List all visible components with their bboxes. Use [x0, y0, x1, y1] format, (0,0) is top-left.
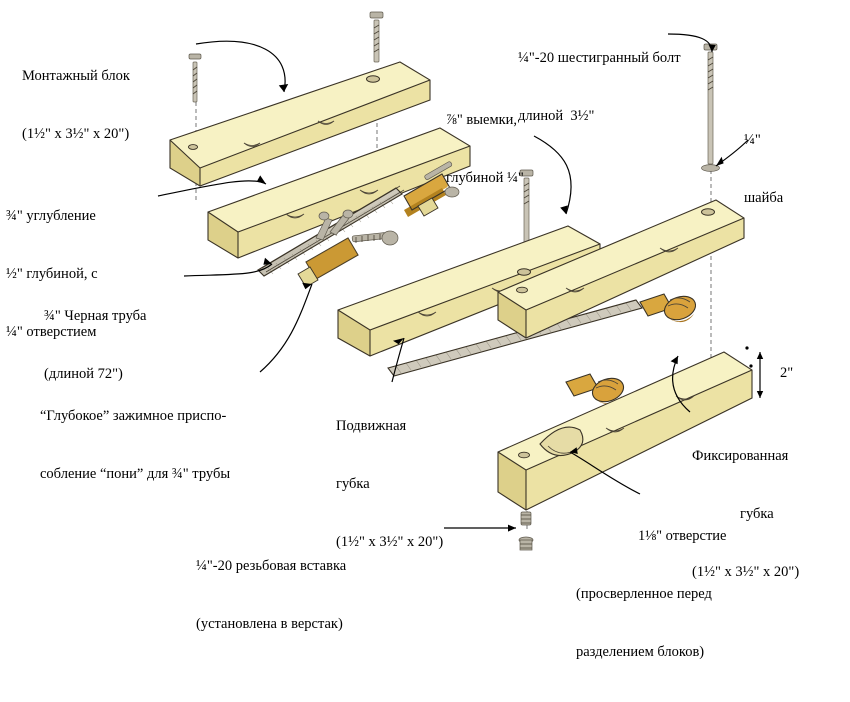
label-deep-reach-clamp-line1: “Глубокое” зажимное приспо-: [40, 407, 227, 424]
label-hex-bolt-line2: длиной 3½": [518, 108, 595, 125]
label-movable-jaw-line2: губка: [336, 476, 370, 493]
label-threaded-insert-line1: ¼"-20 резьбовая вставка: [196, 557, 347, 574]
label-dim-2in: 2": [780, 365, 794, 381]
label-movable-jaw-line3: (1½" x 3½" x 20"): [336, 534, 444, 551]
hex-bolt-center: [370, 12, 383, 62]
label-recess-note-line3: ¼" отверстием: [6, 324, 97, 341]
label-black-pipe-line1: ¾" Черная труба: [44, 307, 147, 324]
hex-bolt-right: [702, 44, 720, 171]
label-notches-note-line1: ⅞" выемки,: [446, 111, 518, 128]
label-mounting-block-line2: (1½" x 3½" x 20"): [22, 126, 130, 143]
label-notches-note: [446, 72, 524, 227]
label-movable-jaw: [336, 378, 443, 592]
label-deep-reach-clamp: [40, 368, 230, 523]
screw-left: [189, 54, 201, 102]
label-hole-note-line3: разделением блоков): [576, 644, 705, 661]
label-washer: [744, 92, 783, 247]
label-mounting-block: [22, 28, 130, 183]
label-washer-line1: ¼": [744, 131, 761, 148]
label-mounting-block-line1: Монтажный блок: [22, 67, 130, 84]
label-threaded-insert-line2: (установлена в верстак): [196, 616, 343, 633]
label-deep-reach-clamp-line2: собление “пони” для ¾" трубы: [40, 466, 231, 483]
label-black-pipe-line2: (длиной 72"): [44, 366, 123, 383]
threaded-insert-shape: [519, 512, 533, 550]
label-fixed-jaw-line3: (1½" x 3½" x 20"): [692, 564, 800, 581]
clamp-handle-upper-right: [640, 292, 699, 324]
label-fixed-jaw-line1: Фиксированная: [692, 447, 789, 464]
label-threaded-insert: [196, 518, 346, 673]
label-washer-line2: шайба: [744, 190, 784, 207]
label-hole-note-line1: 1⅛" отверстие: [638, 527, 727, 544]
label-fixed-jaw-line2: губка: [740, 506, 774, 523]
label-recess-note-line2: ½" глубиной, с: [6, 266, 98, 283]
label-notches-note-line2: глубиной ¼": [446, 170, 524, 187]
label-hole-note-line2: (просверленное перед: [576, 586, 712, 603]
label-hole-note: [576, 488, 726, 702]
label-hex-bolt: [518, 10, 681, 165]
label-recess-note-line1: ¾" углубление: [6, 207, 96, 224]
label-hex-bolt-line1: ¼"-20 шестигранный болт: [518, 49, 681, 66]
label-movable-jaw-line1: Подвижная: [336, 417, 407, 434]
